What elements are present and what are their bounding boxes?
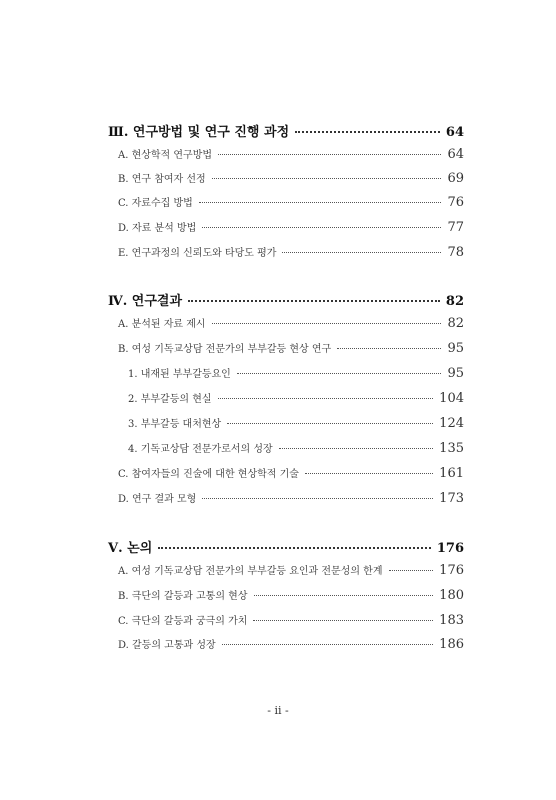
- dot-leader: [279, 448, 434, 449]
- toc-page-number: 135: [439, 441, 464, 456]
- toc-chapter-4: [108, 290, 464, 309]
- toc-title: 3. 부부갈등 대처현상: [128, 419, 222, 430]
- toc-title: Ⅲ. 연구방법 및 연구 진행 과정: [108, 125, 290, 140]
- dot-leader: [237, 373, 442, 374]
- dot-leader: [218, 154, 441, 155]
- dot-leader: [253, 620, 433, 621]
- toc-section-4a: [118, 315, 464, 331]
- toc-title: C. 자료수집 방법: [118, 198, 193, 209]
- dot-leader: [337, 348, 441, 349]
- toc-title: 2. 부부갈등의 현실: [128, 394, 212, 405]
- dot-leader: [212, 323, 442, 324]
- toc-title: C. 참여자들의 진술에 대한 현상학적 기술: [118, 469, 299, 480]
- toc-title: A. 현상학적 연구방법: [118, 150, 213, 161]
- dot-leader: [202, 227, 441, 228]
- toc-page-number: 124: [439, 416, 464, 431]
- toc-title: B. 극단의 갈등과 고통의 현상: [118, 591, 248, 602]
- dot-leader: [227, 423, 433, 424]
- toc-page-number: 82: [447, 316, 464, 331]
- toc-page-number: 161: [439, 466, 464, 481]
- toc-subsection-4b4: [128, 440, 464, 456]
- dot-leader: [389, 570, 434, 571]
- dot-leader: [218, 398, 434, 399]
- toc-title: C. 극단의 갈등과 궁극의 가치: [118, 616, 248, 627]
- dot-leader: [254, 595, 434, 596]
- toc-section-3a: [118, 146, 464, 162]
- toc-title: B. 연구 참여자 선정: [118, 174, 206, 185]
- toc-title: 1. 내재된 부부갈등요인: [128, 369, 231, 380]
- dot-leader: [222, 644, 434, 645]
- dot-leader: [188, 300, 440, 302]
- toc-section-3e: [118, 244, 464, 260]
- toc-chapter-5: [108, 537, 464, 556]
- toc-section-3b: [118, 170, 464, 186]
- toc-page-number: 173: [439, 491, 464, 506]
- toc-page-number: 95: [447, 366, 464, 381]
- toc-section-5b: [118, 587, 464, 603]
- toc-title: D. 자료 분석 방법: [118, 223, 197, 234]
- toc-section-5c: [118, 612, 464, 628]
- toc-subsection-4b2: [128, 390, 464, 406]
- toc-title: D. 연구 결과 모형: [118, 494, 197, 505]
- toc-section-3c: [118, 194, 464, 210]
- toc-page-number: 76: [447, 195, 464, 210]
- dot-leader: [212, 178, 442, 179]
- toc-page-number: 95: [447, 341, 464, 356]
- dot-leader: [295, 131, 440, 133]
- toc-page-number: 180: [439, 588, 464, 603]
- toc-title: B. 여성 기독교상담 전문가의 부부갈등 현상 연구: [118, 344, 332, 355]
- toc-title: A. 분석된 자료 제시: [118, 319, 206, 330]
- dot-leader: [202, 498, 433, 499]
- toc-section-4c: [118, 465, 464, 481]
- toc-title: E. 연구과정의 신뢰도와 타당도 평가: [118, 248, 277, 259]
- page-number-footer: - ii -: [267, 704, 289, 717]
- toc-page-number: 82: [445, 294, 464, 309]
- toc-chapter-3: [108, 121, 464, 140]
- toc-subsection-4b3: [128, 415, 464, 431]
- toc-section-5d: [118, 636, 464, 652]
- dot-leader: [199, 202, 442, 203]
- toc-section-4d: [118, 490, 464, 506]
- toc-page-number: 69: [447, 171, 464, 186]
- toc-section-5a: [118, 562, 464, 578]
- toc-title: Ⅴ. 논의: [108, 541, 153, 556]
- dot-leader: [282, 252, 441, 253]
- toc-page-number: 176: [436, 541, 464, 556]
- toc-title: 4. 기독교상담 전문가로서의 성장: [128, 444, 273, 455]
- dot-leader: [305, 473, 433, 474]
- toc-title: A. 여성 기독교상담 전문가의 부부갈등 요인과 전문성의 한계: [118, 566, 383, 577]
- toc-section-4b: [118, 340, 464, 356]
- toc-page-number: 183: [439, 613, 464, 628]
- toc-title: D. 갈등의 고통과 성장: [118, 640, 216, 651]
- toc-page-number: 64: [445, 125, 464, 140]
- toc-section-3d: [118, 219, 464, 235]
- toc-title: Ⅳ. 연구결과: [108, 294, 183, 309]
- toc-subsection-4b1: [128, 365, 464, 381]
- toc-page-number: 186: [439, 637, 464, 652]
- toc-page-number: 176: [439, 563, 464, 578]
- toc-page-number: 77: [447, 220, 464, 235]
- toc-page-number: 78: [447, 245, 464, 260]
- toc-page-number: 104: [439, 391, 464, 406]
- toc-page-number: 64: [447, 147, 464, 162]
- dot-leader: [158, 547, 431, 549]
